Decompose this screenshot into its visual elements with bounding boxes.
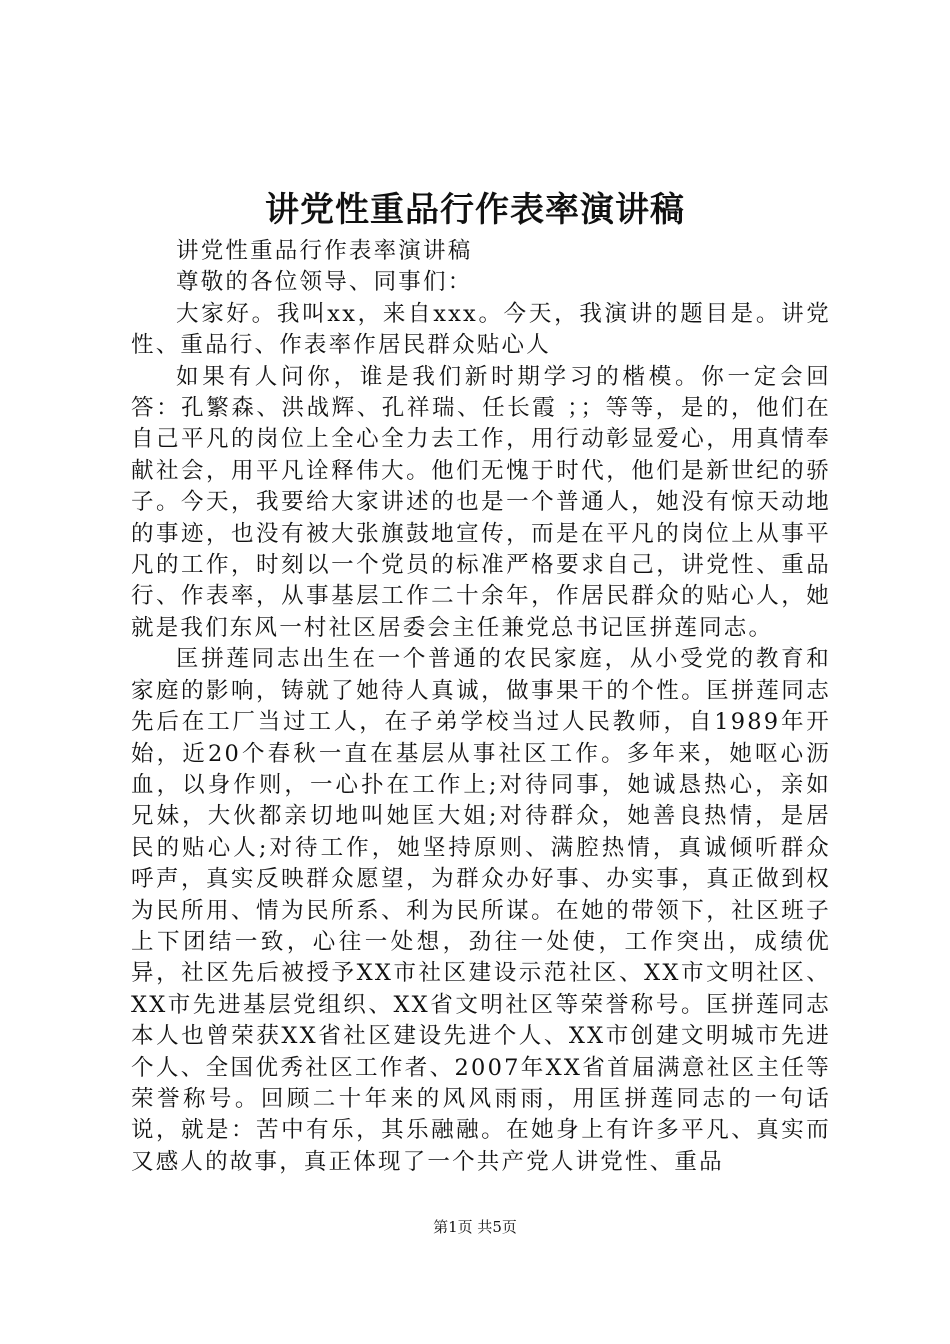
paragraph-salutation: 尊敬的各位领导、同事们： [176, 269, 473, 296]
document-title: 讲党性重品行作表率演讲稿 [265, 190, 685, 230]
page-footer: 第1页 共5页 [433, 1218, 517, 1236]
paragraph-greeting: 大家好。我叫xx，来自xxx。今天，我演讲的题目是。讲党性、重品行、作表率作居民群众贴心人 [131, 300, 831, 359]
paragraph-subtitle: 讲党性重品行作表率演讲稿 [176, 238, 473, 264]
paragraph-biography: 匡拼莲同志出生在一个普通的农民家庭，从小受党的教育和家庭的影响，铸就了她待人真诚，做事果干的个性。匡拼莲同志先后在工厂当过工人，在子弟学校当过人民教师，自1989年开始，近20个春秋一直在基层从事社区工作。多年来，她呕心沥血，以身作则，一心扑在工作上;对待同事，她诚恳热心，亲如兄妹，大伙都亲切地叫她匡大姐;对待群众，她善良热情，是居民的贴心人;对待工作，她坚持原则、满腔热情，真诚倾听群众呼声，真实反映群众愿望，为群众办好事、办实事，真正做到权为民所用、情为民所系、利为民所谋。在她的带领下，社区班子上下团结一致，心往一处想，劲往一处使，工作突出，成绩优异，社区先后被授予XX市社区建设示范社区、XX市文明社区、XX市先进基层党组织、XX省文明社区等荣誉称号。匡拼莲同志本人也曾荣获XX省社区建设先进个人、XX市创建文明城市先进个人、全国优秀社区工作者、2007年XX省首届满意社区主任等荣誉称号。回顾二十年来的风风雨雨，用匡拼莲同志的一句话说，就是：苦中有乐，其乐融融。在她身上有许多平凡、真实而又感人的故事，真正体现了一个共产党人讲党性、重品 [131, 646, 831, 1175]
document-body [131, 236, 831, 1178]
paragraph-role-models: 如果有人问你，谁是我们新时期学习的楷模。你一定会回答：孔繁森、洪战辉、孔祥瑞、任长霞 ；；等等，是的，他们在自己平凡的岗位上全心全力去工作，用行动彰显爱心，用真情奉献社会，用平凡诠释伟大。他们无愧于时代，他们是新世纪的骄子。今天，我要给大家讲述的也是一个普通人，她没有惊天动地的事迹，也没有被大张旗鼓地宣传，而是在平凡的岗位上从事平凡的工作，时刻以一个党员的标准严格要求自己，讲党性、重品行、作表率，从事基层工作二十余年，作居民群众的贴心人，她就是我们东风一村社区居委会主任兼党总书记匡拼莲同志。 [131, 363, 831, 641]
